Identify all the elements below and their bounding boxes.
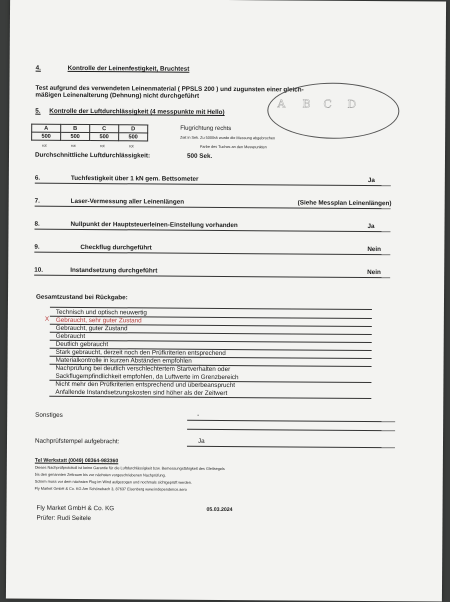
item7-value: (Siehe Messplan Leinenlängen) [297,199,392,208]
table-value-cell: 500 [90,133,119,141]
table-header-cell: D [119,125,148,133]
item9-value: Nein [367,245,382,254]
test-text-line1: Test aufgrund des verwendeten Leinenmaterial ( PPSLS 200 ) und zugunsten einer gleich- [35,84,304,94]
color-note: Farbe des Tuches an den Messpunkten [200,144,267,150]
measure-abort-note: Zu 5000sk wurde die Messung abgebrochen [200,135,276,141]
sublabel-a: rot [42,143,47,148]
protocol-page [6,0,446,602]
avg-air-value: 500 Sek. [186,152,213,160]
table-header-cell: A [32,124,61,132]
section4-number: 4. [35,64,41,72]
section4-title: Kontrolle der Leinenfestigkeit, Bruchtest [67,64,190,73]
item10-number: 10. [34,266,43,274]
condition-option-0: Technisch und optisch neuwertig [55,308,147,317]
condition-option-10: Anfallende Instandsetzungskosten sind höher als der Zeitwert [55,388,228,398]
item9-label: Checkflug durchgeführt [80,243,152,252]
avg-air-label: Durchschnittliche Luftdurchlässigkeit: [34,151,151,160]
condition-option-4: Deutlich gebraucht [55,340,109,349]
condition-heading: Gesamtzustand bei Rückgabe: [35,293,128,302]
item6-value: Ja [367,176,375,185]
canopy-sketch [267,82,399,139]
table-value-cell: 500 [119,133,148,141]
condition-option-6: Materialkontrolle in kurzen Abständen empfohlen [55,356,192,365]
point-a-letter: A [277,97,286,111]
table-header-cell: C [90,125,119,133]
flow-direction: Flugrichtung rechts [180,125,232,133]
item6-rule [35,183,391,186]
air-permeability-table [31,124,148,142]
stamp-label: Nachprüfstempel aufgebracht: [34,437,120,446]
condition-option-8: Sackflugempfindlichkeit empfohlen, da Luftwerte im Grenzbereich [55,372,239,382]
table-header-cell: B [61,124,90,132]
point-d-letter: D [347,97,357,111]
condition-option-9: Nicht mehr den Prüfkriterien entsprechend und überbeansprucht [55,380,236,390]
condition-option-2: Gebraucht, guter Zustand [55,324,128,333]
item10-rule [34,275,390,278]
disclaimer-line3: Schirm muss vor dem nächsten Flug im Wind aufgezogen und nochmals sichtgeprüft werden. [34,479,192,485]
point-b-letter: B [302,97,311,111]
sublabel-d: rot [129,144,134,149]
sonstiges-value: - [197,411,200,419]
item7-label: Laser-Vermessung aller Leinenlängen [70,197,185,206]
stamp-rule [187,446,395,448]
workshop-phone: Tel Werkstatt (0049) 08364-983360 [34,457,119,465]
examiner-name: Prüfer: Rudi Seitele [36,514,92,523]
item6-number: 6. [34,174,41,182]
item10-label: Instandsetzung durchgeführt [70,266,158,275]
report-date: 05.03.2024 [206,506,233,514]
sonstiges-rule-2 [187,429,395,431]
disclaimer-line2: bis den genannten Zeitraum bis zur nächsten vorgeschriebenen Nachprüfung. [34,472,166,478]
company-name: Fly Market GmbH & Co. KG [36,504,115,513]
point-c-letter: C [323,97,332,111]
table-value-row [32,132,148,141]
item8-rule [34,229,390,232]
item8-label: Nullpunkt der Hauptsteuerleinen-Einstellung vorhanden [70,220,238,230]
table-value-cell: 500 [32,132,61,140]
selected-mark: X [44,315,50,323]
item9-rule [34,252,390,255]
section5-number: 5. [35,107,41,115]
condition-option-3: Gebraucht [55,332,86,341]
table-value-cell: 500 [61,132,90,140]
condition-option-5: Stark gebraucht, derzeit noch den Prüfkriterien entsprechend [55,348,226,357]
sublabel-b: rot [71,143,76,148]
sublabel-c: rot [100,144,105,149]
item9-number: 9. [34,243,40,251]
item7-number: 7. [34,197,40,205]
item8-number: 8. [34,220,40,228]
condition-option-1: Gebraucht, sehr guter Zustand [55,316,142,325]
time-unit-note: Zeit in Sek. [180,135,200,140]
condition-rule [50,332,372,335]
condition-bottom-rule [49,396,371,399]
item8-value: Ja [367,222,375,231]
condition-option-7: Nachprüfung bei deutlich verschlechtertem Startverhalten oder [55,364,231,374]
disclaimer-line1: Dieses Nachprüfprotokoll ist keine Garantie für die Luftdurchlässigkeit bzw. Bemessungsfähigkeit des Gleitsegels [34,465,225,471]
item10-value: Nein [367,268,381,277]
company-address: Fly Market GmbH & Co. KG Am Schönebach 3, 87637 Eisenberg www.independence.aero [34,486,187,492]
section5-title: Kontrolle der Luftdurchlässigkeit (4 messpunkte mit Hello) [49,107,225,116]
stamp-value: Ja [197,437,205,445]
test-text-line2: mäßigen Leinenalterung (Dehnung) nicht durchgeführt [35,91,200,100]
item6-label: Tuchfestigkeit über 1 kN gem. Bettsometer [70,174,199,183]
sonstiges-rule-1 [187,420,395,422]
sonstiges-label: Sonstiges [35,411,63,419]
